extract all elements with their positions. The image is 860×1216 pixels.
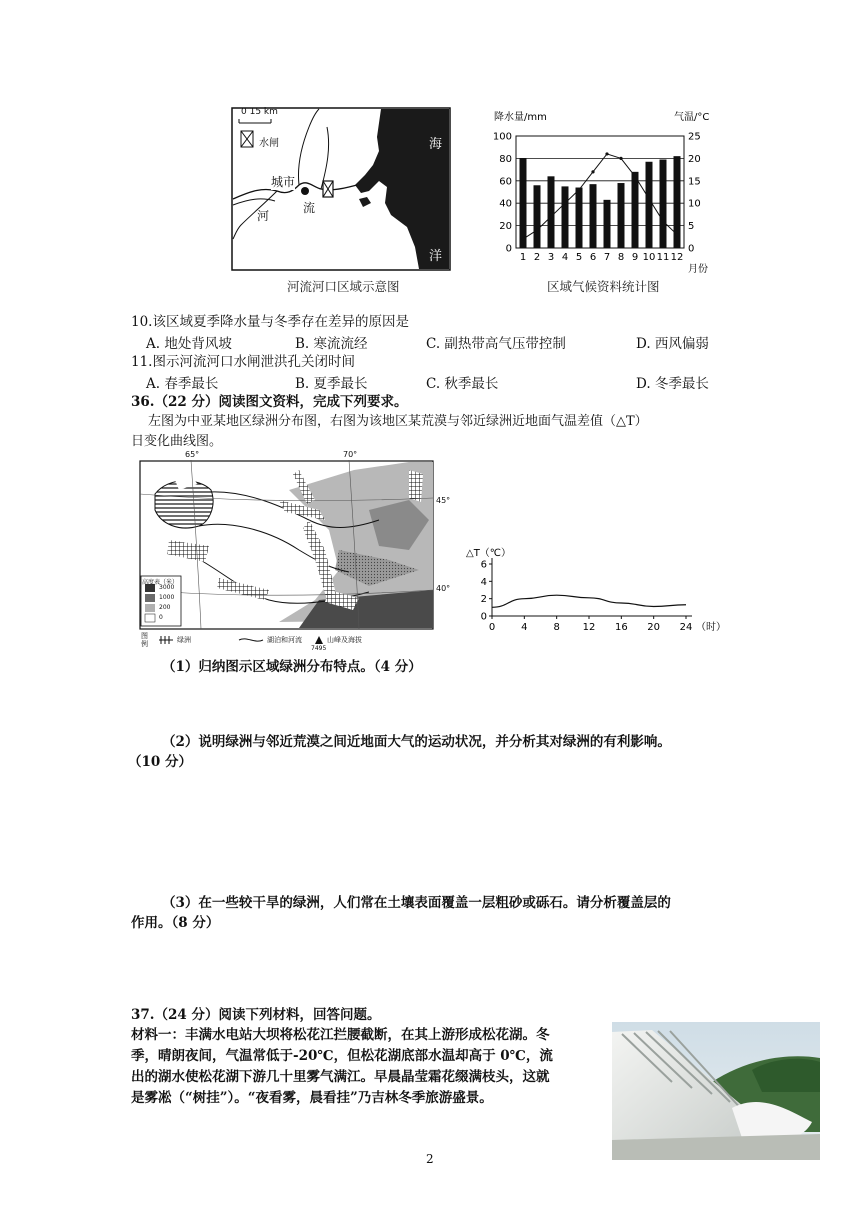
altitude-value-200: 200 xyxy=(159,604,171,611)
q10-option-a[interactable]: A. 地处背风坡 xyxy=(146,336,232,352)
x-axis-title: 月份 xyxy=(688,264,708,275)
climate-chart-caption: 区域气候资料统计图 xyxy=(547,279,660,294)
delta-t-chart xyxy=(462,544,732,640)
q37-material-line: 材料一：丰满水电站大坝将松花江拦腰截断，在其上游形成松花湖。冬 xyxy=(131,1027,550,1043)
q11-option-d[interactable]: D. 冬季最长 xyxy=(636,376,709,392)
altitude-value-3000: 3000 xyxy=(159,584,175,591)
y-tick-left: 100 xyxy=(492,131,512,143)
temperature-point xyxy=(633,175,636,178)
q10-stem: 10.该区域夏季降水量与冬季存在差异的原因是 xyxy=(131,314,409,330)
x-tick: 16 xyxy=(614,622,628,633)
precip-bar xyxy=(520,158,527,248)
ocean-label: 洋 xyxy=(429,245,442,264)
temp-axis-title: 气温/°C xyxy=(674,112,710,123)
x-axis-title: （时） xyxy=(696,622,726,633)
y-tick-right: 5 xyxy=(688,221,695,233)
y-tick-left: 40 xyxy=(499,198,512,210)
y-tick-left: 0 xyxy=(505,243,512,255)
x-tick: 3 xyxy=(547,252,555,263)
temperature-point xyxy=(675,233,678,236)
x-tick: 12 xyxy=(582,622,596,633)
y-tick-right: 0 xyxy=(688,243,695,255)
page-number: 2 xyxy=(426,1152,434,1166)
temperature-point xyxy=(577,188,580,191)
sea-label: 海 xyxy=(429,133,442,152)
x-tick: 20 xyxy=(647,622,661,633)
x-tick: 5 xyxy=(575,252,583,263)
y-tick-left: 80 xyxy=(499,153,512,165)
precip-bar xyxy=(660,160,667,248)
y-tick: 6 xyxy=(480,559,487,571)
map-scale-label: 0 15 km xyxy=(241,107,278,117)
city-label: 城市 xyxy=(271,175,296,189)
temperature-point xyxy=(563,202,566,205)
river-label-1: 河 xyxy=(257,209,270,223)
temperature-point xyxy=(535,228,538,231)
x-tick: 8 xyxy=(553,622,560,633)
q10-option-c[interactable]: C. 副热带高气压带控制 xyxy=(426,336,566,352)
dam-photo xyxy=(612,1022,820,1160)
legend-oasis: 绿洲 xyxy=(177,636,191,644)
x-tick: 9 xyxy=(631,252,639,263)
y-tick: 2 xyxy=(480,594,487,606)
x-tick: 24 xyxy=(679,622,693,633)
delta-t-curve xyxy=(492,595,686,607)
temperature-point xyxy=(647,197,650,200)
x-tick: 0 xyxy=(488,622,496,633)
temperature-point xyxy=(605,152,608,155)
estuary-map-caption: 河流河口区域示意图 xyxy=(287,279,400,294)
q36-sub1: （1）归纳图示区域绿洲分布特点。（4 分） xyxy=(162,659,422,675)
x-tick: 11 xyxy=(656,252,670,263)
precip-bar xyxy=(534,185,541,248)
x-tick: 4 xyxy=(561,252,569,263)
y-tick: 0 xyxy=(480,611,487,623)
q11-option-a[interactable]: A. 春季最长 xyxy=(146,376,219,392)
x-tick: 2 xyxy=(533,252,541,263)
lat-label-40: 40° xyxy=(436,584,451,593)
x-tick: 12 xyxy=(670,252,684,263)
river-label-2: 流 xyxy=(303,201,316,215)
q11-option-c[interactable]: C. 秋季最长 xyxy=(426,376,499,392)
altitude-legend-title: 高度表（米） xyxy=(142,579,179,586)
precip-bar xyxy=(632,172,639,248)
q36-title: 36.（22 分）阅读图文资料，完成下列要求。 xyxy=(131,394,408,410)
lon-label-65: 65° xyxy=(185,450,200,459)
q11-option-b[interactable]: B. 夏季最长 xyxy=(295,376,368,392)
plot-frame xyxy=(516,136,684,248)
temperature-point xyxy=(549,215,552,218)
y-tick: 4 xyxy=(480,576,487,588)
lon-label-70: 70° xyxy=(343,450,358,459)
precip-bar xyxy=(590,184,597,248)
x-tick: 10 xyxy=(642,252,656,263)
x-tick: 7 xyxy=(603,252,611,263)
q36-sub2-line1: （2）说明绿洲与邻近荒漠之间近地面大气的运动状况，并分析其对绿洲的有利影响。 xyxy=(162,734,671,750)
x-tick: 4 xyxy=(521,622,528,633)
altitude-value-0: 0 xyxy=(159,614,163,621)
lat-label-45: 45° xyxy=(436,496,451,505)
altitude-value-1000: 1000 xyxy=(159,594,175,601)
q37-material xyxy=(131,1025,611,1109)
y-tick-right: 25 xyxy=(688,131,701,143)
temperature-point xyxy=(521,237,524,240)
y-tick-right: 15 xyxy=(688,176,701,188)
q36-sub2-line2: （10 分） xyxy=(128,754,192,770)
oasis-map xyxy=(139,450,451,652)
dam-legend-label: 水闸 xyxy=(259,138,279,149)
y-tick-right: 10 xyxy=(688,198,701,210)
y-tick-left: 20 xyxy=(499,221,512,233)
q36-sub3-line1: （3）在一些较干旱的绿洲，人们常在土壤表面覆盖一层粗砂或砾石。请分析覆盖层的 xyxy=(162,895,671,911)
q37-title: 37.（24 分）阅读下列材料，回答问题。 xyxy=(131,1007,381,1023)
temperature-point xyxy=(619,157,622,160)
precip-bar xyxy=(576,188,583,248)
y-tick-right: 20 xyxy=(688,153,701,165)
q37-material-line: 出的湖水使松花湖下游几十里雾气满江。早晨晶莹霜花缀满枝头，这就 xyxy=(131,1069,550,1085)
precip-bar xyxy=(618,183,625,248)
q37-material-line: 季，晴朗夜间，气温常低于-20℃，但松花湖底部水温却高于 0℃，流 xyxy=(131,1048,553,1064)
x-tick: 6 xyxy=(589,252,597,263)
q36-intro-line1: 左图为中亚某地区绿洲分布图，右图为该地区某荒漠与邻近绿洲近地面气温差值（△T） xyxy=(148,414,648,429)
climate-chart xyxy=(488,106,728,278)
q10-option-b[interactable]: B. 寒流流经 xyxy=(295,336,368,352)
precip-bar xyxy=(604,200,611,248)
q11-stem: 11.图示河流河口水闸泄洪孔关闭时间 xyxy=(131,354,355,370)
temperature-point xyxy=(591,170,594,173)
q36-sub3-line2: 作用。（8 分） xyxy=(131,915,220,931)
precip-bar xyxy=(562,186,569,248)
precip-bar xyxy=(548,176,555,248)
precip-axis-title: 降水量/mm xyxy=(494,112,547,123)
legend-peak-value: 7495 xyxy=(311,645,327,652)
estuary-map xyxy=(231,107,451,271)
q36-intro-line2: 日变化曲线图。 xyxy=(131,434,223,449)
q37-material-line: 是雾凇（“树挂”）。“夜看雾，晨看挂”乃吉林冬季旅游盛景。 xyxy=(131,1090,493,1106)
precip-bar xyxy=(646,162,653,248)
temperature-point xyxy=(661,220,664,223)
x-tick: 1 xyxy=(519,252,527,263)
legend-lakes-rivers: 湖泊和河流 xyxy=(267,636,302,644)
x-tick: 8 xyxy=(617,252,625,263)
q10-option-d[interactable]: D. 西风偏弱 xyxy=(636,336,709,352)
legend-peak: 山峰及海拔 xyxy=(327,636,362,644)
delta-t-axis-title: △T（℃） xyxy=(466,548,512,559)
y-tick-left: 60 xyxy=(499,176,512,188)
map-legend-title: 图例 xyxy=(141,632,148,648)
